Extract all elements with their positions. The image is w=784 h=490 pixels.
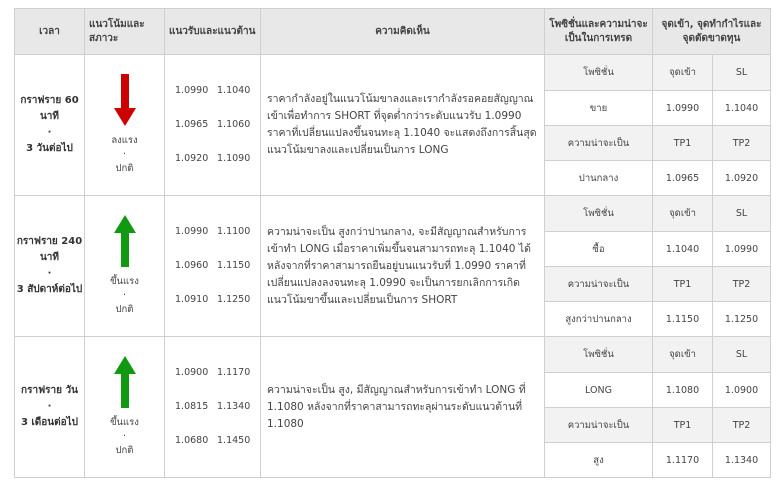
stoploss-cell: SL bbox=[713, 55, 771, 91]
period-range: 3 สัปดาห์ต่อไป bbox=[16, 284, 83, 295]
resistance-value: 1.1340 bbox=[217, 401, 251, 412]
resistance-value: 1.1060 bbox=[217, 119, 251, 130]
position-cell: ความน่าจะเป็น bbox=[545, 126, 653, 161]
support-value: 1.0960 bbox=[175, 260, 209, 271]
position-cell: โพซิชั่น bbox=[545, 196, 653, 232]
resistance-value: 1.1250 bbox=[217, 294, 251, 305]
stoploss-cell: TP2 bbox=[713, 408, 771, 443]
entry-cell: 1.1150 bbox=[653, 302, 713, 337]
stoploss-cell: SL bbox=[713, 337, 771, 373]
entry-cell: 1.1080 bbox=[653, 373, 713, 408]
trend-trend-label: ขึ้นแรง bbox=[110, 276, 139, 287]
header-position: โพซิชั่นและความน่าจะเป็นในการเทรด bbox=[545, 9, 653, 55]
levels-cell bbox=[165, 196, 261, 337]
trend-trend-dot: · bbox=[122, 149, 127, 160]
trend-cell bbox=[85, 196, 165, 337]
support-value: 1.0990 bbox=[175, 85, 209, 96]
level-pair bbox=[175, 249, 260, 283]
trend-trend-label: ลงแรง bbox=[111, 135, 138, 146]
stoploss-cell: 1.1040 bbox=[713, 91, 771, 126]
support-value: 1.0990 bbox=[175, 226, 209, 237]
level-pair bbox=[175, 390, 260, 424]
stoploss-cell: SL bbox=[713, 196, 771, 232]
resistance-value: 1.1170 bbox=[217, 367, 251, 378]
levels-cell bbox=[165, 55, 261, 196]
period-period: กราฟราย 60 นาที bbox=[20, 95, 79, 122]
entry-cell: จุดเข้า bbox=[653, 55, 713, 91]
period-cell bbox=[15, 55, 85, 196]
comment-cell: ความน่าจะเป็น สูงกว่าปานกลาง, จะมีสัญญาณสำหรับการเข้าทำ LONG เมื่อราคาเพิ่มขึ้นจนสามารถทะลุ 1.1040 ได้หลังจากที่ราคาสามารถยืนอยู่บนแนวรับที่ 1.0990 ราคาที่เปลี่ยนแปลงลงจนทะลุ 1.0990 จะเป็นการยกเลิกการเกิดแนวโน้มขาขึ้นและเปลี่ยนเป็นการ SHORT bbox=[261, 196, 545, 337]
stoploss-cell: 1.1340 bbox=[713, 443, 771, 478]
header-comment: ความคิดเห็น bbox=[261, 9, 545, 55]
trend-trend-label: ขึ้นแรง bbox=[110, 417, 139, 428]
entry-cell: 1.0965 bbox=[653, 161, 713, 196]
stoploss-cell: 1.0900 bbox=[713, 373, 771, 408]
entry-cell: จุดเข้า bbox=[653, 196, 713, 232]
position-cell: สูง bbox=[545, 443, 653, 478]
header-entry: จุดเข้า, จุดทำกำไรและจุดตัดขาดทุน bbox=[653, 9, 771, 55]
resistance-value: 1.1040 bbox=[217, 85, 251, 96]
level-pair bbox=[175, 74, 260, 108]
level-pair bbox=[175, 424, 260, 458]
level-pair bbox=[175, 215, 260, 249]
arrow-down-icon bbox=[114, 74, 136, 126]
level-pair bbox=[175, 356, 260, 390]
position-cell: สูงกว่าปานกลาง bbox=[545, 302, 653, 337]
stoploss-cell: 1.1250 bbox=[713, 302, 771, 337]
stoploss-cell: TP2 bbox=[713, 126, 771, 161]
entry-cell: TP1 bbox=[653, 126, 713, 161]
stoploss-cell: 1.0920 bbox=[713, 161, 771, 196]
position-cell: โพซิชั่น bbox=[545, 55, 653, 91]
position-cell: ซื้อ bbox=[545, 232, 653, 267]
support-value: 1.0910 bbox=[175, 294, 209, 305]
comment-cell: ความน่าจะเป็น สูง, มีสัญญาณสำหรับการเข้าทำ LONG ที่ 1.1080 หลังจากที่ราคาสามารถทะลุผ่านระดับแนวต้านที่ 1.1080 bbox=[261, 337, 545, 478]
table-row bbox=[15, 337, 771, 373]
entry-cell: 1.1170 bbox=[653, 443, 713, 478]
table-row bbox=[15, 55, 771, 91]
level-pair bbox=[175, 283, 260, 317]
arrow-up-icon bbox=[114, 215, 136, 267]
support-value: 1.0900 bbox=[175, 367, 209, 378]
support-value: 1.0920 bbox=[175, 153, 209, 164]
position-cell: ความน่าจะเป็น bbox=[545, 267, 653, 302]
entry-cell: 1.1040 bbox=[653, 232, 713, 267]
resistance-value: 1.1100 bbox=[217, 226, 251, 237]
support-value: 1.0680 bbox=[175, 435, 209, 446]
period-period: กราฟราย วัน bbox=[21, 385, 78, 396]
support-value: 1.0815 bbox=[175, 401, 209, 412]
stoploss-cell: TP2 bbox=[713, 267, 771, 302]
trend-trend-dot: · bbox=[122, 290, 127, 301]
position-cell: LONG bbox=[545, 373, 653, 408]
arrow-up-icon bbox=[114, 356, 136, 408]
header-trend: แนวโน้มและสภาวะ bbox=[85, 9, 165, 55]
trend-cell bbox=[85, 337, 165, 478]
period-period: กราฟราย 240 นาที bbox=[16, 236, 83, 263]
forecast-table bbox=[14, 8, 771, 478]
period-dot: · bbox=[47, 127, 52, 138]
support-value: 1.0965 bbox=[175, 119, 209, 130]
position-cell: ขาย bbox=[545, 91, 653, 126]
table-row bbox=[15, 196, 771, 232]
period-cell bbox=[15, 196, 85, 337]
position-cell: โพซิชั่น bbox=[545, 337, 653, 373]
period-range: 3 เดือนต่อไป bbox=[20, 417, 79, 428]
stoploss-cell: 1.0990 bbox=[713, 232, 771, 267]
level-pair bbox=[175, 142, 260, 176]
entry-cell: TP1 bbox=[653, 267, 713, 302]
resistance-value: 1.1090 bbox=[217, 153, 251, 164]
header-time: เวลา bbox=[15, 9, 85, 55]
trend-cell bbox=[85, 55, 165, 196]
period-dot: · bbox=[47, 268, 52, 279]
level-pair bbox=[175, 108, 260, 142]
position-cell: ความน่าจะเป็น bbox=[545, 408, 653, 443]
period-cell bbox=[15, 337, 85, 478]
entry-cell: 1.0990 bbox=[653, 91, 713, 126]
levels-cell bbox=[165, 337, 261, 478]
resistance-value: 1.1450 bbox=[217, 435, 251, 446]
position-cell: ปานกลาง bbox=[545, 161, 653, 196]
period-range: 3 วันต่อไป bbox=[26, 143, 73, 154]
resistance-value: 1.1150 bbox=[217, 260, 251, 271]
period-dot: · bbox=[47, 401, 52, 412]
trend-state: ปกติ bbox=[115, 304, 134, 315]
entry-cell: จุดเข้า bbox=[653, 337, 713, 373]
entry-cell: TP1 bbox=[653, 408, 713, 443]
header-row bbox=[15, 9, 771, 55]
header-support-resistance: แนวรับและแนวต้าน bbox=[165, 9, 261, 55]
trend-state: ปกติ bbox=[115, 163, 134, 174]
trend-state: ปกติ bbox=[115, 445, 134, 456]
trend-trend-dot: · bbox=[122, 431, 127, 442]
comment-cell: ราคากำลังอยู่ในแนวโน้มขาลงและเรากำลังรอคอยสัญญาณเข้าเพื่อทำการ SHORT ที่จุดต่ำกว่าระดับแนวรับ 1.0990 ราคาที่เปลี่ยนแปลงขึ้นจนทะลุ 1.1040 จะแสดงถึงการสิ้นสุดแนวโน้มขาลงและเปลี่ยนเป็นการ LONG bbox=[261, 55, 545, 196]
